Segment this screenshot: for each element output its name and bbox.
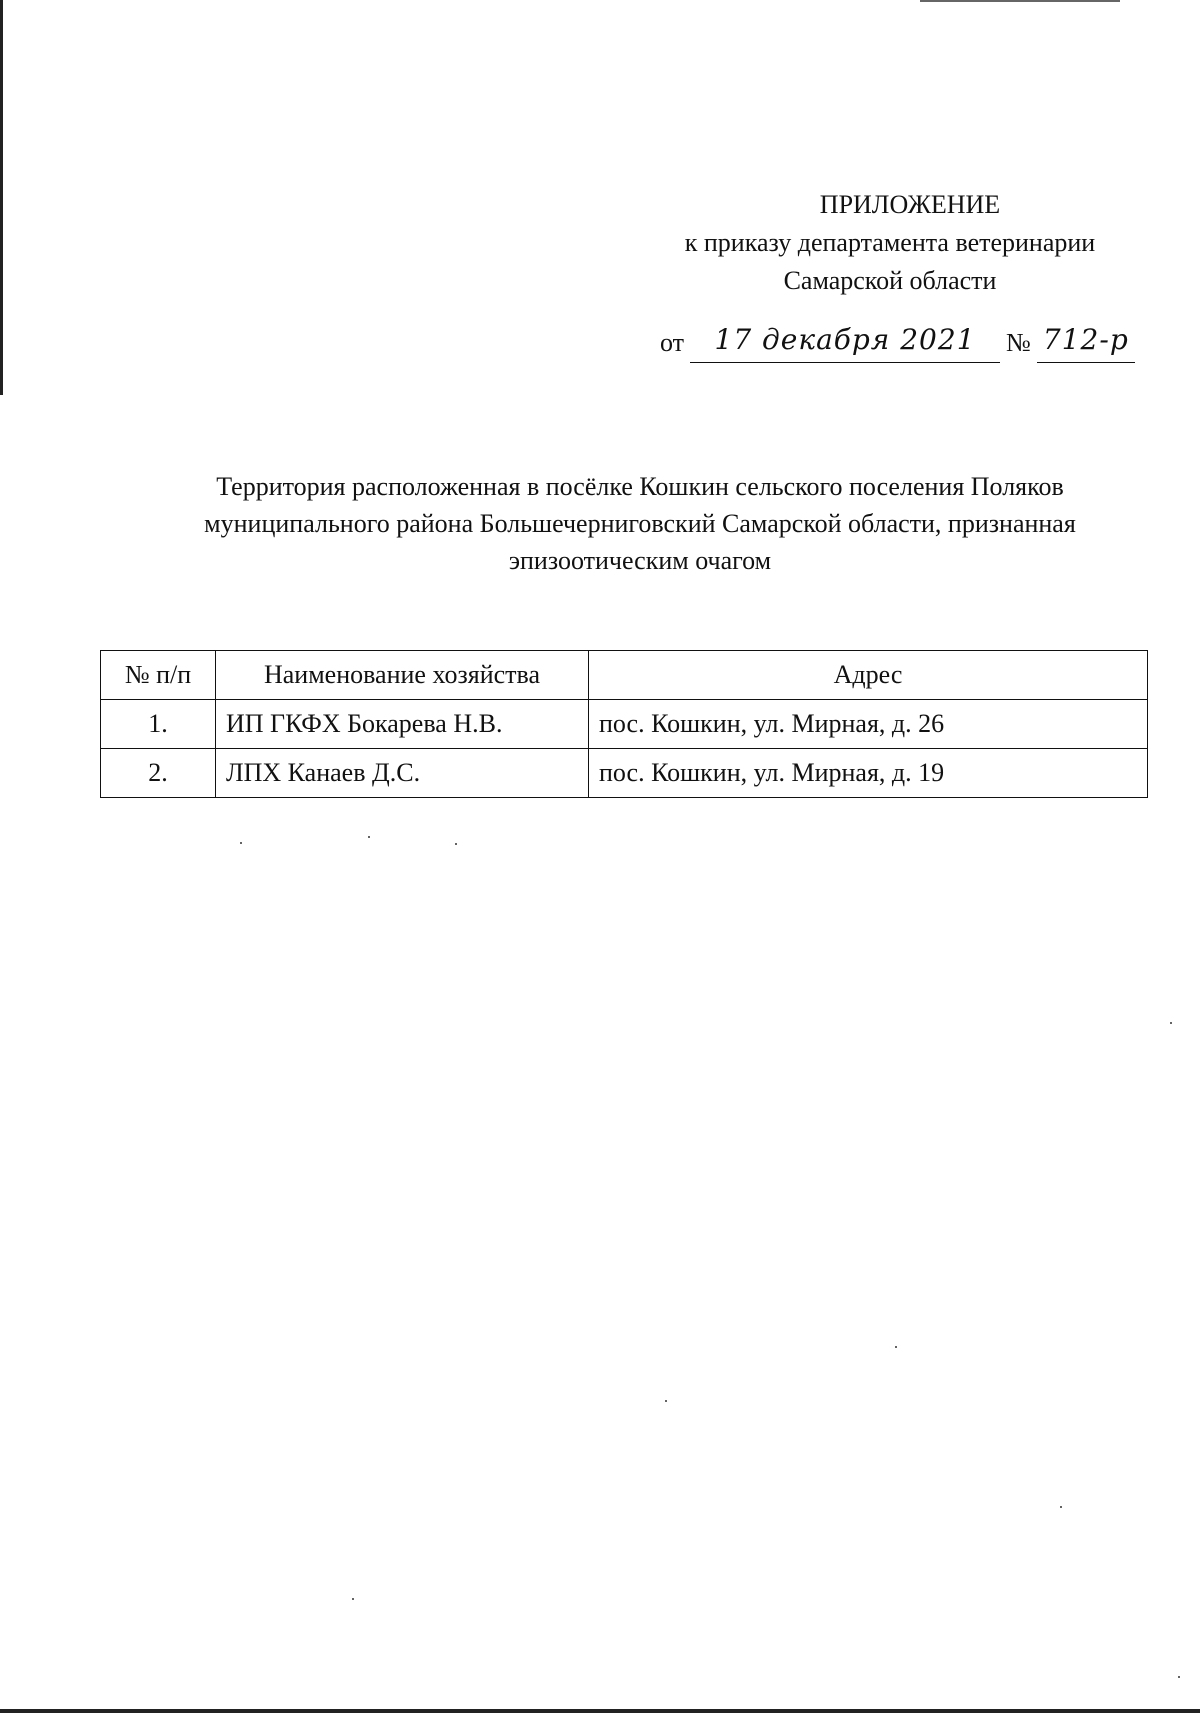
appendix-line-1: к приказу департамента ветеринарии: [684, 228, 1096, 257]
header-address: Адрес: [589, 651, 1148, 700]
appendix-heading: ПРИЛОЖЕНИЕ: [819, 190, 1001, 219]
row-number: 2.: [101, 749, 216, 798]
order-date-handwritten: 17 декабря 2021: [690, 322, 1000, 363]
scan-edge-left: [0, 0, 3, 395]
order-number-label: №: [1006, 328, 1031, 357]
scan-speck: [1178, 1676, 1180, 1678]
scan-edge-bottom: [0, 1709, 1200, 1713]
farms-table: [100, 650, 1148, 798]
scan-speck: [895, 1346, 897, 1348]
appendix-line-2: Самарской области: [783, 266, 997, 295]
scan-speck: [352, 1598, 354, 1600]
row-farm-name: ЛПХ Канаев Д.С.: [216, 749, 589, 798]
title-line-1: Территория расположенная в посёлке Кошкин сельского поселения Поляков: [216, 472, 1064, 501]
order-from-label: от: [660, 328, 685, 357]
table-row: [101, 749, 1148, 798]
row-farm-name: ИП ГКФХ Бокарева Н.В.: [216, 700, 589, 749]
scan-speck: [455, 843, 457, 845]
order-reference: [660, 322, 1160, 363]
row-number: 1.: [101, 700, 216, 749]
document-title: [140, 468, 1140, 579]
scan-speck: [1060, 1506, 1062, 1508]
header-number: № п/п: [101, 651, 216, 700]
table-header-row: [101, 651, 1148, 700]
scan-speck: [1170, 1022, 1172, 1024]
row-address: пос. Кошкин, ул. Мирная, д. 19: [589, 749, 1148, 798]
appendix-header: [600, 186, 1180, 300]
order-number-handwritten: 712-р: [1037, 322, 1135, 363]
table-row: [101, 700, 1148, 749]
row-address: пос. Кошкин, ул. Мирная, д. 26: [589, 700, 1148, 749]
title-line-3: эпизоотическим очагом: [508, 546, 772, 575]
scan-edge-top: [920, 0, 1120, 2]
scan-speck: [368, 836, 370, 838]
scan-speck: [240, 842, 242, 844]
scan-speck: [665, 1400, 667, 1402]
header-farm-name: Наименование хозяйства: [216, 651, 589, 700]
title-line-2: муниципального района Большечерниговский Самарской области, признанная: [204, 509, 1076, 538]
